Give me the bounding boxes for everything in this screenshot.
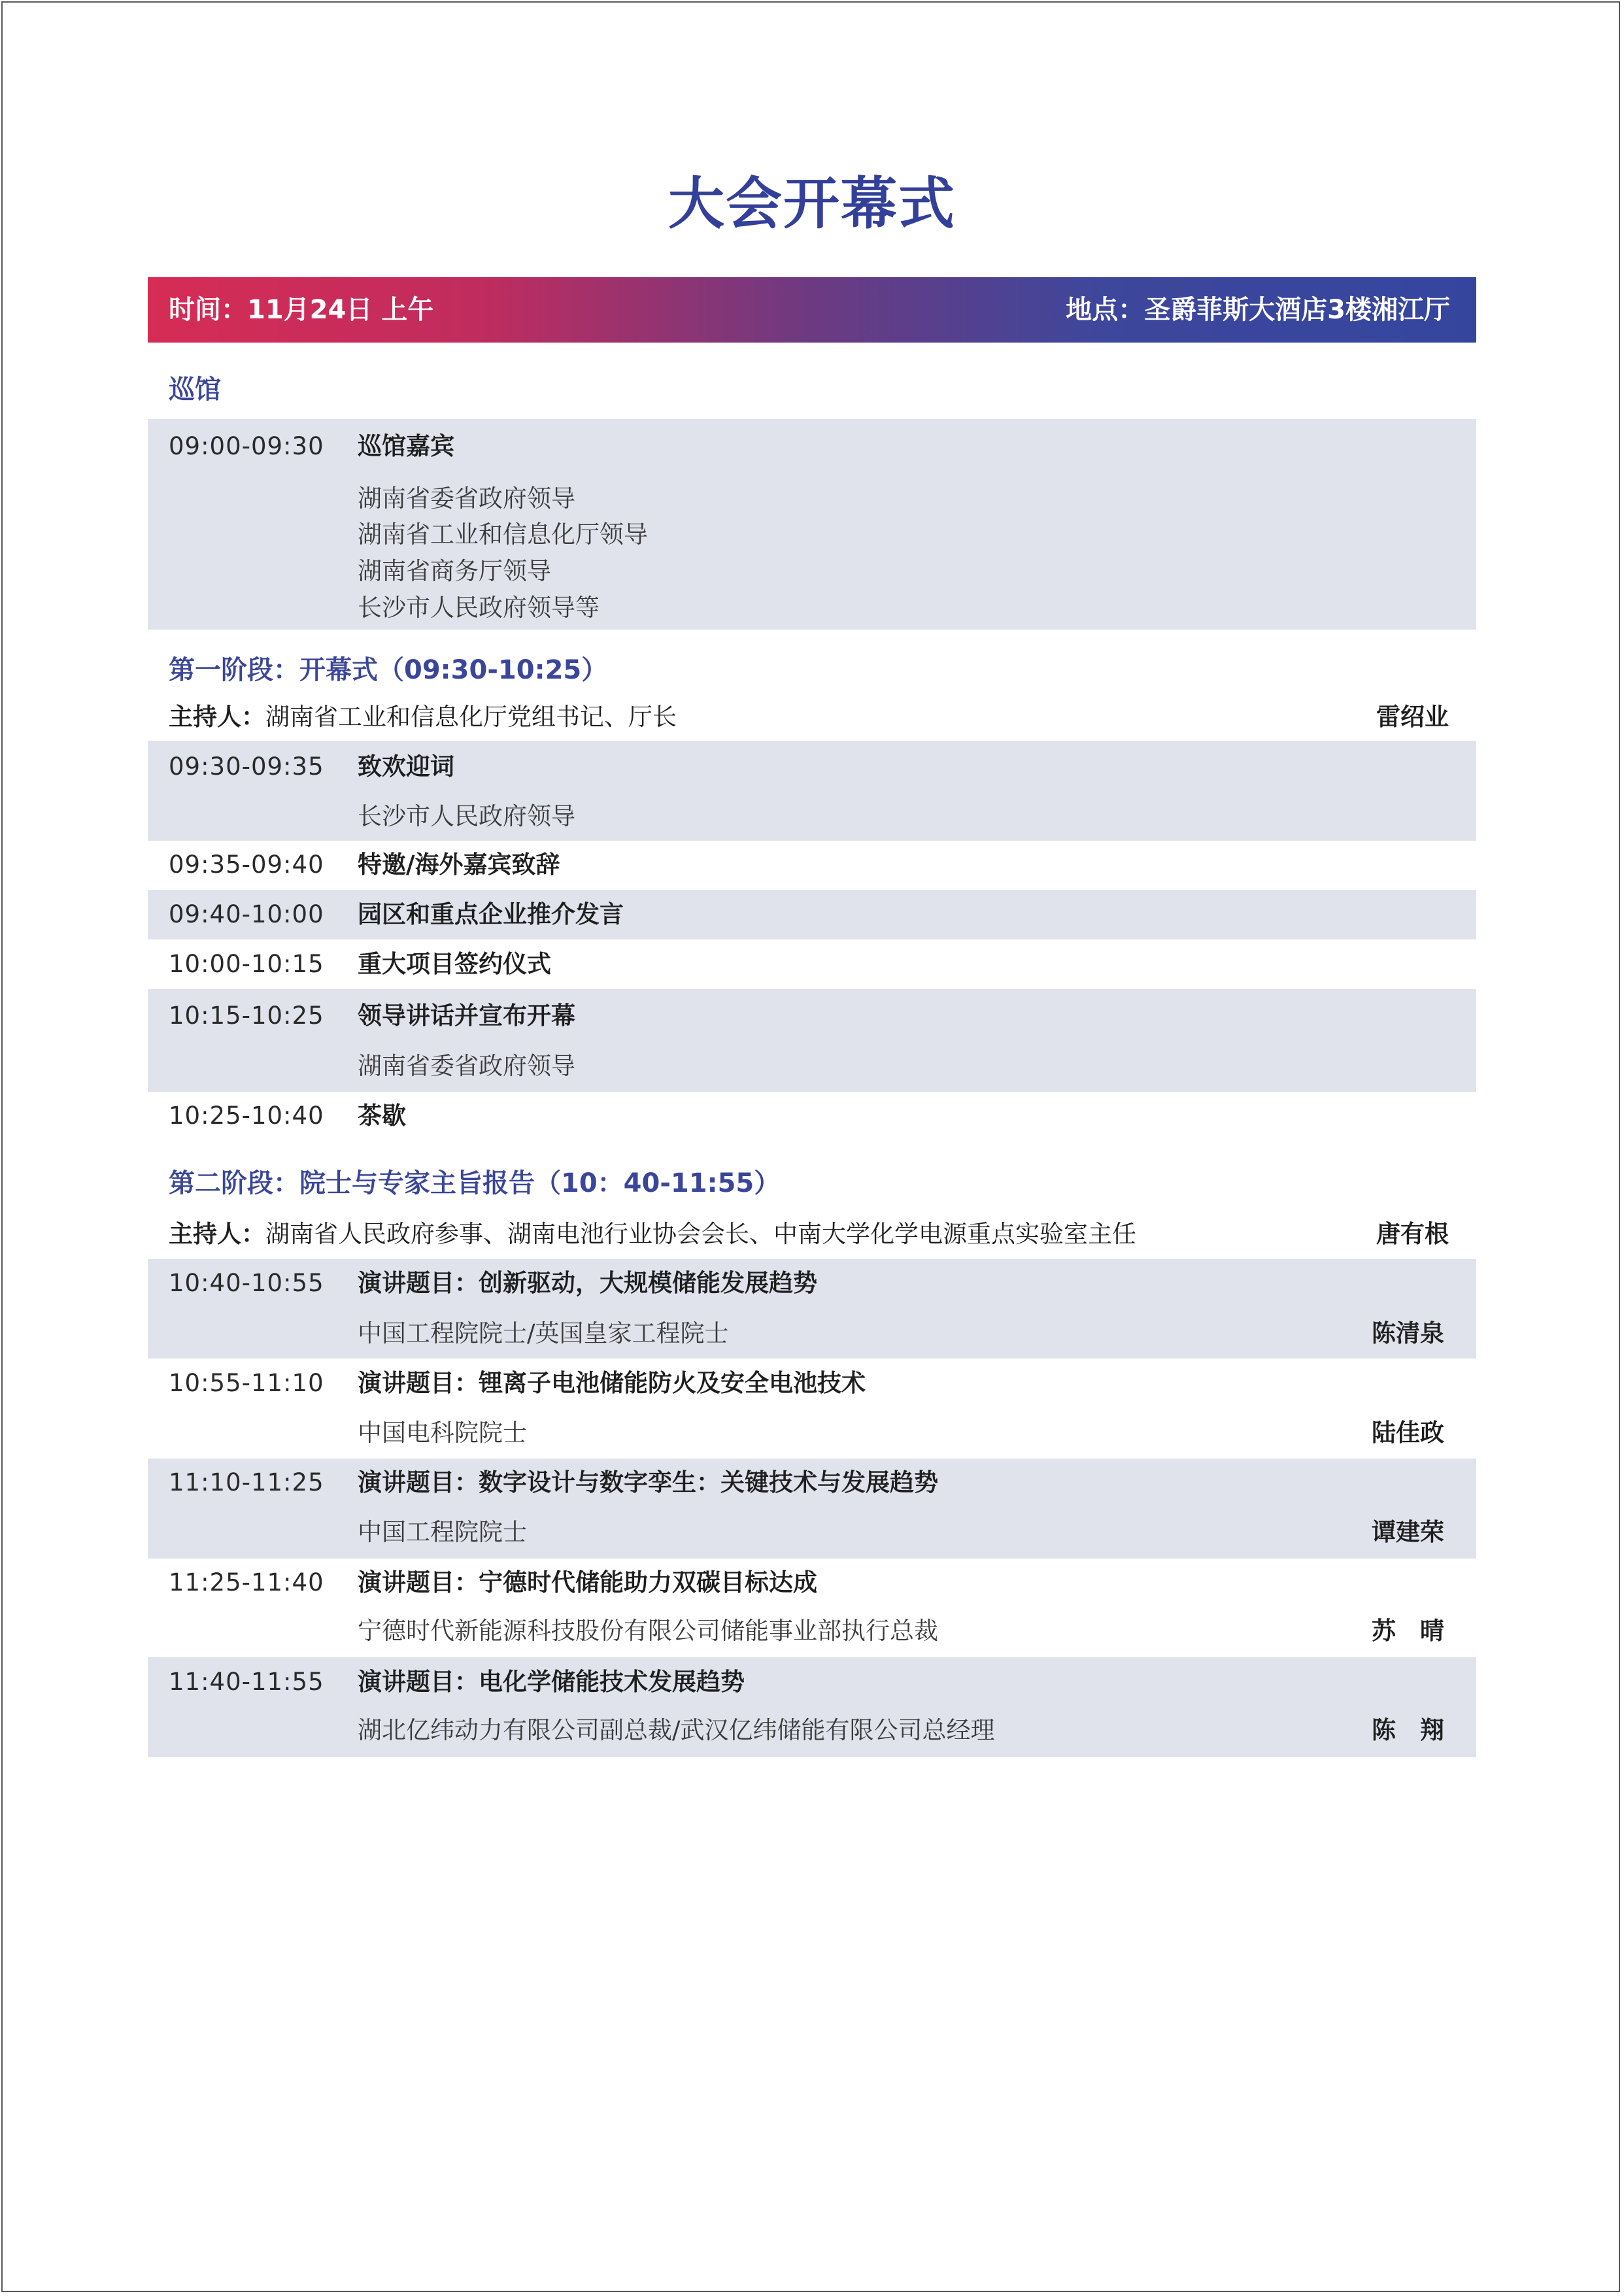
talk-title: 演讲题目：电化学储能技术发展趋势 xyxy=(358,1668,745,1696)
host-line-stage1 xyxy=(169,699,1449,735)
agenda-time: 10:25-10:40 xyxy=(169,1102,324,1130)
host-title: 湖南省工业和信息化厅党组书记、厅长 xyxy=(265,703,677,731)
agenda-time: 09:30-09:35 xyxy=(169,752,324,781)
agenda-sub: 长沙市人民政府领导 xyxy=(358,802,575,830)
guest-item: 湖南省委省政府领导 xyxy=(358,484,575,513)
banner-time: 时间：11月24日 上午 xyxy=(169,295,434,325)
speaker-affiliation: 宁德时代新能源科技股份有限公司储能事业部执行总裁 xyxy=(358,1617,938,1645)
speaker-affiliation: 湖北亿纬动力有限公司副总裁/武汉亿纬储能有限公司总经理 xyxy=(358,1716,995,1744)
agenda-time: 11:10-11:25 xyxy=(169,1468,324,1496)
agenda-label: 致欢迎词 xyxy=(358,752,454,781)
talk-title: 演讲题目：创新驱动，大规模储能发展趋势 xyxy=(358,1269,817,1297)
speaker-name: 陈 翔 xyxy=(1372,1716,1444,1744)
agenda-band xyxy=(148,741,1476,841)
page-border xyxy=(1,1,1620,2292)
agenda-label: 巡馆嘉宾 xyxy=(358,432,454,460)
section-heading-tour: 巡馆 xyxy=(169,375,221,405)
section-heading-stage2: 第二阶段：院士与专家主旨报告（10：40-11:55） xyxy=(169,1168,781,1198)
agenda-time: 10:00-10:15 xyxy=(169,950,324,978)
agenda-band xyxy=(148,890,1476,939)
agenda-label: 茶歇 xyxy=(358,1102,406,1130)
agenda-band xyxy=(148,989,1476,1092)
host-name: 唐有根 xyxy=(1376,1220,1449,1248)
agenda-time: 11:40-11:55 xyxy=(169,1668,324,1696)
speaker-name: 陆佳政 xyxy=(1372,1419,1444,1447)
agenda-label: 特邀/海外嘉宾致辞 xyxy=(358,851,560,879)
host-line-stage2 xyxy=(169,1216,1449,1253)
host-prefix: 主持人： xyxy=(169,703,265,731)
agenda-time: 09:00-09:30 xyxy=(169,432,324,460)
host-title: 湖南省人民政府参事、湖南电池行业协会会长、中南大学化学电源重点实验室主任 xyxy=(265,1220,1136,1248)
guest-item: 长沙市人民政府领导等 xyxy=(358,594,600,622)
agenda-label: 领导讲话并宣布开幕 xyxy=(358,1002,575,1030)
agenda-time: 10:15-10:25 xyxy=(169,1002,324,1030)
page-title: 大会开幕式 xyxy=(668,171,956,237)
guest-item: 湖南省商务厅领导 xyxy=(358,557,551,585)
agenda-time: 10:55-11:10 xyxy=(169,1369,324,1397)
speaker-name: 谭建荣 xyxy=(1372,1518,1444,1546)
banner-location: 地点：圣爵菲斯大酒店3楼湘江厅 xyxy=(1066,295,1450,325)
section-heading-stage1: 第一阶段：开幕式（09:30-10:25） xyxy=(169,655,608,685)
agenda-time: 09:35-09:40 xyxy=(169,851,324,879)
host-name: 雷绍业 xyxy=(1376,703,1449,731)
speaker-affiliation: 中国工程院院士/英国皇家工程院士 xyxy=(358,1319,729,1347)
agenda-time: 10:40-10:55 xyxy=(169,1269,324,1297)
time-location-banner xyxy=(148,277,1476,343)
speaker-name: 苏 晴 xyxy=(1372,1617,1444,1645)
talk-title: 演讲题目：数字设计与数字孪生：关键技术与发展趋势 xyxy=(358,1468,938,1496)
agenda-band-tour xyxy=(148,419,1476,630)
speaker-name: 陈清泉 xyxy=(1372,1319,1444,1347)
talk-title: 演讲题目：锂离子电池储能防火及安全电池技术 xyxy=(358,1369,866,1397)
talk-title: 演讲题目：宁德时代储能助力双碳目标达成 xyxy=(358,1568,817,1596)
agenda-label: 重大项目签约仪式 xyxy=(358,950,551,978)
agenda-label: 园区和重点企业推介发言 xyxy=(358,900,624,928)
agenda-sub: 湖南省委省政府领导 xyxy=(358,1052,575,1080)
agenda-time: 09:40-10:00 xyxy=(169,900,324,928)
guest-item: 湖南省工业和信息化厅领导 xyxy=(358,520,648,549)
speaker-affiliation: 中国工程院院士 xyxy=(358,1518,527,1546)
speaker-affiliation: 中国电科院院士 xyxy=(358,1419,527,1447)
host-prefix: 主持人： xyxy=(169,1220,265,1248)
agenda-time: 11:25-11:40 xyxy=(169,1568,324,1596)
